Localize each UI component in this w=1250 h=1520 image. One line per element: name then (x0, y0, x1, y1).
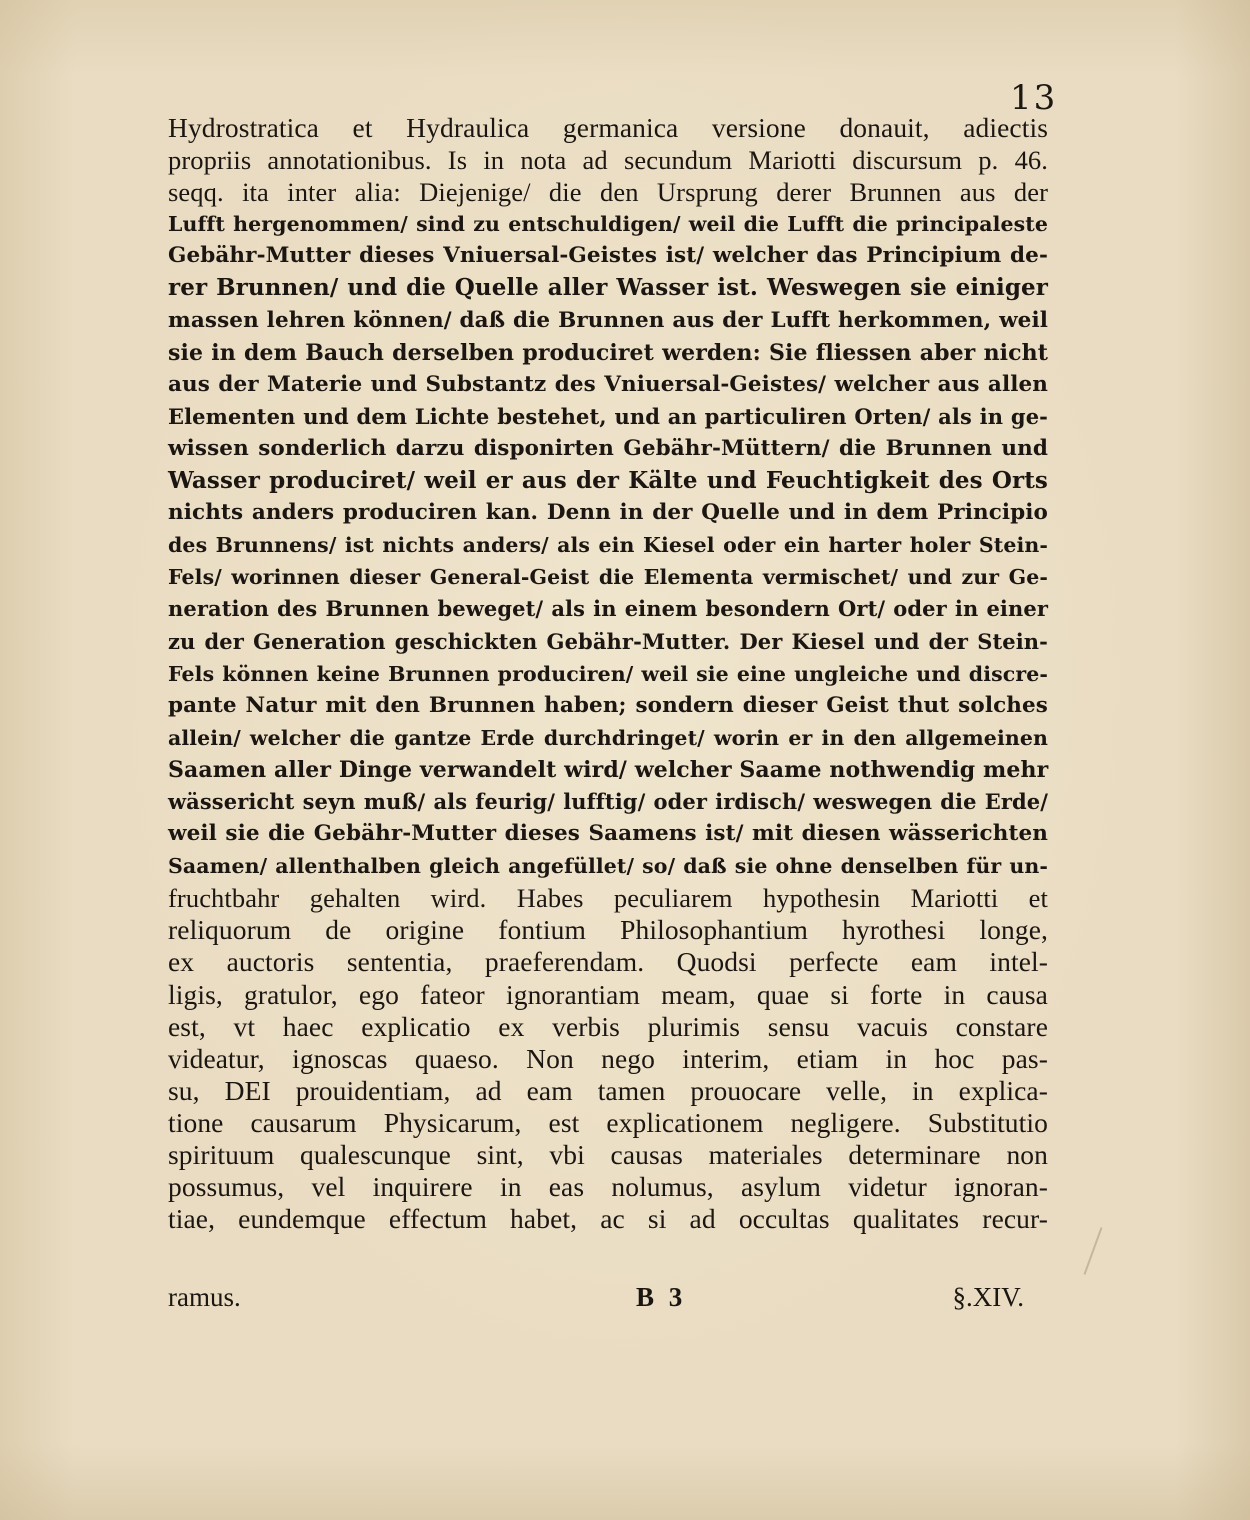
text-line: des Brunnens/ ist nichts anders/ als ein Kiesel oder ein harter holer Stein- (168, 533, 1048, 558)
text-line: propriis annotationibus. Is in nota ad secundum Mariotti discursum p. 46. (168, 145, 1048, 176)
text-line: pante Natur mit den Brunnen haben; sondern dieser Geist thut solches (168, 692, 1048, 718)
page-number: 13 (1010, 78, 1058, 118)
text-line: su, DEI prouidentiam, ad eam tamen prouocare velle, in explica- (168, 1074, 1048, 1106)
text-line: ligis, gratulor, ego fateor ignorantiam meam, quae si forte in causa (168, 978, 1048, 1010)
text-line: zu der Generation geschickten Gebähr-Mutter. Der Kiesel und der Stein- (168, 628, 1048, 654)
signature-mark: B 3 (636, 1282, 687, 1312)
body-text (168, 112, 1048, 1235)
text-line: spirituum qualescunque sint, vbi causas materiales determinare non (168, 1139, 1048, 1170)
text-line: tione causarum Physicarum, est explicationem negligere. Substitutio (168, 1106, 1048, 1138)
text-line: wässericht seyn muß/ als feurig/ lufftig/ oder irdisch/ weswegen die Erde/ (168, 788, 1048, 814)
text-line: sie in dem Bauch derselben produciret werden: Sie fliessen aber nicht (168, 339, 1048, 366)
text-line: Hydrostratica et Hydraulica germanica versione donauit, adiectis (168, 112, 1048, 143)
text-line: reliquorum de origine fontium Philosophantium hyrothesi longe, (168, 914, 1048, 946)
text-line: Gebähr-Mutter dieses Vniuersal-Geistes ist/ welcher das Principium de- (168, 243, 1048, 269)
text-line: allein/ welcher die gantze Erde durchdringet/ worin er in den allgemeinen (168, 725, 1048, 750)
text-line: possumus, vel inquirere in eas nolumus, asylum videtur ignoran- (168, 1171, 1048, 1203)
text-line: nichts anders produciren kan. Denn in der Quelle und in dem Principio (168, 500, 1048, 526)
final-word: ramus. (168, 1282, 241, 1312)
text-line: rer Brunnen/ und die Quelle aller Wasser ist. Weswegen sie einiger (168, 274, 1048, 302)
text-line: neration des Brunnen beweget/ als in einem besondern Ort/ oder in einer (168, 596, 1048, 622)
paper-crease-mark (1084, 1227, 1103, 1275)
text-line: seqq. ita inter alia: Diejenige/ die den Ursprung derer Brunnen aus der (168, 177, 1048, 208)
text-line: Lufft hergenommen/ sind zu entschuldigen/ weil die Lufft die principaleste (168, 212, 1048, 237)
text-line: Fels können keine Brunnen produciren/ weil sie eine ungleiche und discre- (168, 661, 1048, 686)
text-line: Saamen/ allenthalben gleich angefüllet/ so/ daß sie ohne denselben für un- (168, 854, 1048, 879)
text-line: Wasser produciret/ weil er aus der Kälte und Feuchtigkeit des Orts (168, 467, 1048, 495)
text-line: ex auctoris sententia, praeferendam. Quodsi perfecte eam intel- (168, 946, 1048, 978)
text-line: est, vt haec explicatio ex verbis plurimis sensu vacuis constare (168, 1010, 1048, 1042)
text-line: aus der Materie und Substantz des Vniuersal-Geistes/ welcher aus allen (168, 371, 1048, 397)
text-line: massen lehren können/ daß die Brunnen aus der Lufft herkommen, weil (168, 307, 1048, 333)
text-line: weil sie die Gebähr-Mutter dieses Saamens ist/ mit diesen wässerichten (168, 821, 1048, 847)
catchword: §.XIV. (952, 1282, 1024, 1312)
text-line: Elementen und dem Lichte bestehet, und an particuliren Orten/ als in ge- (168, 403, 1048, 429)
text-line: videatur, ignoscas quaeso. Non nego interim, etiam in hoc pas- (168, 1042, 1048, 1074)
page-footer (168, 1282, 1048, 1318)
text-line: Fels/ worinnen dieser General-Geist die Elementa vermischet/ und zur Ge- (168, 565, 1048, 590)
text-line: Saamen aller Dinge verwandelt wird/ welcher Saame nothwendig mehr (168, 756, 1049, 783)
text-line: tiae, eundemque effectum habet, ac si ad occultas qualitates recur- (168, 1203, 1048, 1235)
text-line: wissen sonderlich darzu disponirten Gebähr-Müttern/ die Brunnen und (168, 435, 1048, 461)
text-line: fruchtbahr gehalten wird. Habes peculiarem hypothesin Mariotti et (168, 883, 1048, 914)
